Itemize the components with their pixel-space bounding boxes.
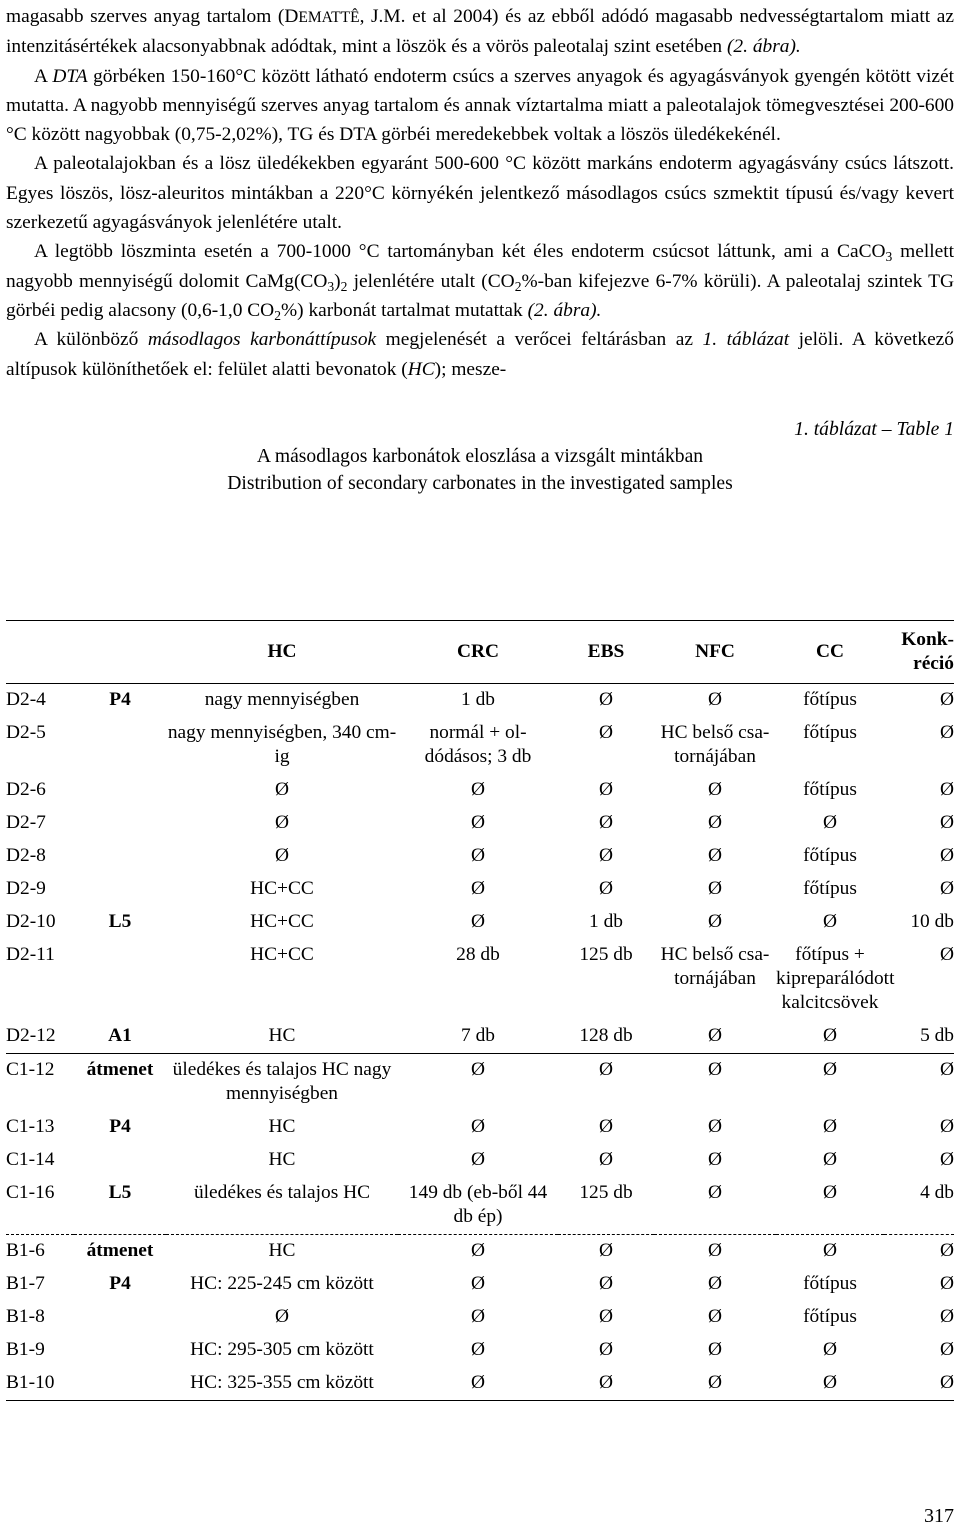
table-cell: Ø: [822, 1025, 837, 1046]
table-cell: Ø: [822, 1182, 837, 1203]
table-cell: 4 db: [920, 1182, 954, 1203]
column-header: Konk- réció: [901, 629, 954, 674]
table-cell: Ø: [822, 1149, 837, 1170]
sample-id-cell: B1-9: [6, 1339, 45, 1360]
table-cell: Ø: [707, 1182, 722, 1203]
table-cell: Ø: [598, 1116, 613, 1137]
sample-id-cell: B1-6: [6, 1235, 74, 1269]
horizon-cell: átmenet: [74, 1235, 166, 1269]
sample-id-cell: C1-14: [6, 1149, 55, 1170]
table-cell: Ø: [654, 1054, 776, 1112]
table-row: [6, 873, 954, 906]
table-cell: 5 db: [920, 1025, 954, 1046]
table-cell: Ø: [707, 1339, 722, 1360]
text-run: A: [34, 65, 53, 87]
table-cell: Ø: [939, 722, 954, 743]
horizon-cell: [74, 774, 166, 807]
table-row: [6, 717, 954, 774]
column-header: NFC: [695, 641, 735, 662]
table-cell: HC: 225-245 cm között: [190, 1273, 374, 1294]
table-cell: Ø: [822, 812, 837, 833]
table-cell: Ø: [707, 1149, 722, 1170]
table-cell: Ø: [470, 1116, 485, 1137]
table-cell: normál + ol-dódásos; 3 db: [424, 722, 532, 767]
table-row: [6, 1235, 954, 1269]
table-cell: Ø: [598, 812, 613, 833]
table-cell: Ø: [707, 845, 722, 866]
page-body: [6, 2, 954, 497]
table-cell: Ø: [470, 1306, 485, 1327]
table-cell: 1 db: [461, 689, 495, 710]
table-cell: HC: [268, 1116, 296, 1137]
table-cell: Ø: [707, 779, 722, 800]
italic-term: HC: [407, 358, 435, 380]
horizon-cell: [74, 1334, 166, 1367]
table-cell: HC belső csa-tornájában: [660, 722, 770, 767]
text-run: , J.M. et al 2004) és az ebből adódó magasabb nedvességtartalom miatt az intenzitásértékek alacsonyabbnak adódtak, mint a löszök és a vörös paleotalaj szint esetében: [6, 6, 955, 58]
subscript: 3: [885, 249, 893, 265]
table-cell: Ø: [939, 689, 954, 710]
table-cell: Ø: [884, 1367, 954, 1401]
table-cell: Ø: [274, 845, 289, 866]
column-header: EBS: [587, 641, 625, 662]
horizon-cell: [74, 1367, 166, 1401]
table-cell: 125 db: [579, 944, 633, 965]
table-row: [6, 1334, 954, 1367]
paragraph-3: A paleotalajokban és a lösz üledékekben egyaránt 500-600 °C között markáns endoterm agyagásvány csúcs látszott. Egyes löszös, lösz-aleuritos mintákban a 220°C környékén jelentkező másodlagos csúcs szmektit típusú és/vagy kevert szerkezetű agyagásványok jelenlétére utalt.: [6, 153, 954, 234]
horizon-cell: L5: [108, 911, 132, 932]
table-cell: HC: 325-355 cm között: [166, 1367, 398, 1401]
table-cell: Ø: [939, 1306, 954, 1327]
table-cell: Ø: [598, 1306, 613, 1327]
table-cell: HC: [166, 1235, 398, 1269]
table-row: [6, 906, 954, 939]
table-cell: HC+CC: [250, 911, 314, 932]
subscript: 2: [514, 278, 522, 294]
text-run: ): [334, 270, 341, 292]
subscript: 2: [274, 307, 281, 323]
table-cell: főtípus + kipreparálódott kalcitcsövek: [776, 944, 895, 1013]
table-cell: Ø: [939, 1339, 954, 1360]
text-run: A különböző: [34, 329, 148, 351]
table-cell: Ø: [707, 878, 722, 899]
table-cell: Ø: [654, 1367, 776, 1401]
table-cell: HC: 295-305 cm között: [190, 1339, 374, 1360]
table-body: [6, 684, 954, 1401]
sample-id-cell: D2-8: [6, 845, 46, 866]
figure-reference: (2. ábra).: [726, 36, 801, 58]
table-row: [6, 807, 954, 840]
table-row: [6, 684, 954, 718]
table-cell: Ø: [707, 1306, 722, 1327]
horizon-cell: P4: [109, 1116, 131, 1137]
table-cell: Ø: [776, 1367, 884, 1401]
horizon-cell: [74, 1301, 166, 1334]
column-header: [6, 621, 74, 684]
table-row: [6, 1054, 954, 1112]
table-cell: üledékes és talajos HC nagy mennyiségben: [166, 1054, 398, 1112]
table-row: [6, 939, 954, 1020]
table-cell: Ø: [598, 689, 613, 710]
table-number-text: 1. táblázat – Table 1: [794, 418, 954, 440]
table-cell: Ø: [707, 1025, 722, 1046]
table-cell: Ø: [884, 1235, 954, 1269]
paragraph-4: [6, 237, 954, 325]
table-cell: Ø: [884, 1054, 954, 1112]
text-run: mellett nagyobb mennyiségű dolomit CaMg(CO: [6, 241, 954, 292]
table-cell: főtípus: [803, 1306, 857, 1327]
table-cell: Ø: [558, 1235, 654, 1269]
text-run: %-ban kifejezve 6-7% körüli). A paleotalaj szintek TG görbéi pedig alacsony (0,6-1,0 CO: [6, 270, 954, 321]
table-cell: főtípus: [803, 845, 857, 866]
text-run: A legtöbb löszminta esetén a 700-1000 °C tartományban két éles endoterm csúcsot láttunk, ami a CaCO: [34, 241, 886, 263]
table-cell: főtípus: [803, 722, 857, 743]
subscript: 2: [340, 278, 348, 294]
table-cell: HC: [268, 1025, 296, 1046]
table-row: [6, 1268, 954, 1301]
table-row: [6, 1367, 954, 1401]
table-cell: főtípus: [803, 689, 857, 710]
table-cell: Ø: [822, 911, 837, 932]
table-cell: Ø: [939, 845, 954, 866]
table-cell: Ø: [822, 1116, 837, 1137]
text-run: jelöli. A következő altípusok különíthetőek el: felület alatti bevonatok (: [6, 329, 954, 380]
table-cell: Ø: [707, 1116, 722, 1137]
table-cell: főtípus: [803, 878, 857, 899]
table-cell: Ø: [939, 779, 954, 800]
horizon-cell: P4: [109, 1273, 131, 1294]
sample-id-cell: C1-16: [6, 1182, 55, 1203]
table-cell: Ø: [707, 911, 722, 932]
column-header: CC: [815, 641, 844, 662]
table-cell: Ø: [398, 1235, 558, 1269]
table-cell: főtípus: [803, 1273, 857, 1294]
table-cell: Ø: [558, 1054, 654, 1112]
table-cell: Ø: [598, 1273, 613, 1294]
table-cell: főtípus: [803, 779, 857, 800]
table-row: [6, 1177, 954, 1235]
table-cell: HC belső csa-tornájában: [660, 944, 770, 989]
column-header: HC: [267, 641, 297, 662]
horizon-cell: [74, 807, 166, 840]
text-run: megjelenését a verőcei feltárásban az: [376, 329, 703, 351]
table-cell: Ø: [398, 1367, 558, 1401]
table-cell: Ø: [598, 722, 613, 743]
carbonate-distribution-table: [6, 620, 954, 1401]
column-header: CRC: [456, 641, 499, 662]
sample-id-cell: B1-10: [6, 1367, 74, 1401]
horizon-cell: [74, 717, 166, 774]
paragraph-2: [6, 62, 954, 150]
table-cell: Ø: [822, 1339, 837, 1360]
page-number: 317: [924, 1505, 954, 1527]
sample-id-cell: D2-7: [6, 812, 46, 833]
table-cell: Ø: [274, 779, 289, 800]
table-cell: Ø: [654, 1235, 776, 1269]
table-row: [6, 1111, 954, 1144]
text-run: %) karbonát tartalmat mutattak: [280, 299, 528, 321]
horizon-cell: átmenet: [74, 1054, 166, 1112]
table-cell: HC: [268, 1149, 296, 1170]
table-cell: 10 db: [910, 911, 954, 932]
horizon-cell: P4: [109, 689, 131, 710]
sample-id-cell: D2-10: [6, 911, 56, 932]
table-reference: 1. táblázat: [702, 329, 790, 351]
figure-reference: (2. ábra).: [527, 299, 602, 321]
sample-id-cell: D2-5: [6, 722, 46, 743]
italic-term: másodlagos karbonáttípusok: [147, 329, 377, 351]
sample-id-cell: D2-9: [6, 878, 46, 899]
sample-id-cell: D2-6: [6, 779, 46, 800]
table-cell: 125 db: [579, 1182, 633, 1203]
horizon-cell: [74, 840, 166, 873]
sample-id-cell: D2-12: [6, 1025, 56, 1046]
horizon-cell: [74, 1144, 166, 1177]
table-header-row: [6, 621, 954, 684]
paragraph-5: [6, 325, 954, 384]
sample-id-cell: B1-8: [6, 1306, 45, 1327]
table-cell: Ø: [274, 1306, 289, 1327]
table-cell: Ø: [470, 779, 485, 800]
table-cell: Ø: [776, 1054, 884, 1112]
table-cell: 128 db: [579, 1025, 633, 1046]
table-row: [6, 774, 954, 807]
table-cell: 28 db: [456, 944, 500, 965]
text-run: magasabb szerves anyag tartalom (D: [6, 6, 299, 27]
table-cell: Ø: [470, 1149, 485, 1170]
table-cell: Ø: [598, 779, 613, 800]
table-cell: Ø: [939, 812, 954, 833]
text-run: ); mesze-: [434, 358, 507, 380]
table-cell: Ø: [598, 1149, 613, 1170]
table-cell: Ø: [598, 878, 613, 899]
table-cell: üledékes és talajos HC: [193, 1182, 371, 1203]
paragraph-1: [6, 2, 954, 62]
table-cell: Ø: [598, 1339, 613, 1360]
horizon-cell: A1: [108, 1025, 132, 1046]
table-cell: Ø: [939, 1273, 954, 1294]
table-cell: 149 db (eb-ből 44 db ép): [408, 1182, 548, 1227]
table-cell: Ø: [776, 1235, 884, 1269]
horizon-cell: [74, 873, 166, 906]
table-cell: 7 db: [461, 1025, 495, 1046]
sample-id-cell: C1-12: [6, 1054, 74, 1112]
table-cell: HC+CC: [250, 878, 314, 899]
table-cell: Ø: [707, 689, 722, 710]
sample-id-cell: D2-11: [6, 944, 55, 965]
table-cell: Ø: [598, 845, 613, 866]
sample-id-cell: C1-13: [6, 1116, 55, 1137]
horizon-cell: [74, 939, 166, 1020]
table-cell: Ø: [398, 1054, 558, 1112]
table-cell: Ø: [939, 1149, 954, 1170]
text-run: jelenlétére utalt (CO: [347, 270, 515, 292]
author-smallcaps: EMATTÊ: [298, 9, 360, 26]
table-cell: nagy mennyiségben, 340 cm-ig: [167, 722, 397, 767]
table-cell: Ø: [470, 812, 485, 833]
dta-italic: DTA: [52, 65, 88, 87]
table-row: [6, 1301, 954, 1334]
table-row: [6, 840, 954, 873]
table-cell: Ø: [707, 1273, 722, 1294]
table-cell: nagy mennyiségben: [204, 689, 360, 710]
table-cell: Ø: [939, 944, 954, 965]
table-cell: Ø: [558, 1367, 654, 1401]
table-cell: HC+CC: [250, 944, 314, 965]
horizon-cell: L5: [108, 1182, 132, 1203]
table-cell: Ø: [470, 1273, 485, 1294]
column-header: [74, 621, 166, 684]
table-cell: Ø: [470, 878, 485, 899]
text-run: görbéken 150-160°C között látható endoterm csúcs a szerves anyagok és agyagásványok gyengén kötött vizét mutatta. A nagyobb mennyiségű szerves anyag tartalom és annak víztartalma miatt a paleotalajok tömegvesztései 200-600 °C között nagyobbak (0,75-2,02%), TG és DTA görbéi meredekebbek voltak a löszös üledékekénél.: [6, 65, 954, 146]
table-row: [6, 1144, 954, 1177]
table-cell: Ø: [470, 845, 485, 866]
table-cell: Ø: [274, 812, 289, 833]
subscript: 3: [327, 278, 335, 294]
table-cell: Ø: [939, 1116, 954, 1137]
table-cell: Ø: [470, 911, 485, 932]
table-cell: Ø: [939, 878, 954, 899]
table-title-hungarian: A másodlagos karbonátok eloszlása a vizsgált mintákban: [256, 445, 704, 467]
table-cell: Ø: [470, 1339, 485, 1360]
table-number: [6, 417, 954, 443]
sample-id-cell: B1-7: [6, 1273, 45, 1294]
table-cell: Ø: [707, 812, 722, 833]
table-title-english: Distribution of secondary carbonates in the investigated samples: [227, 472, 733, 494]
table-row: [6, 1020, 954, 1054]
sample-id-cell: D2-4: [6, 689, 46, 710]
table-cell: 1 db: [589, 911, 623, 932]
